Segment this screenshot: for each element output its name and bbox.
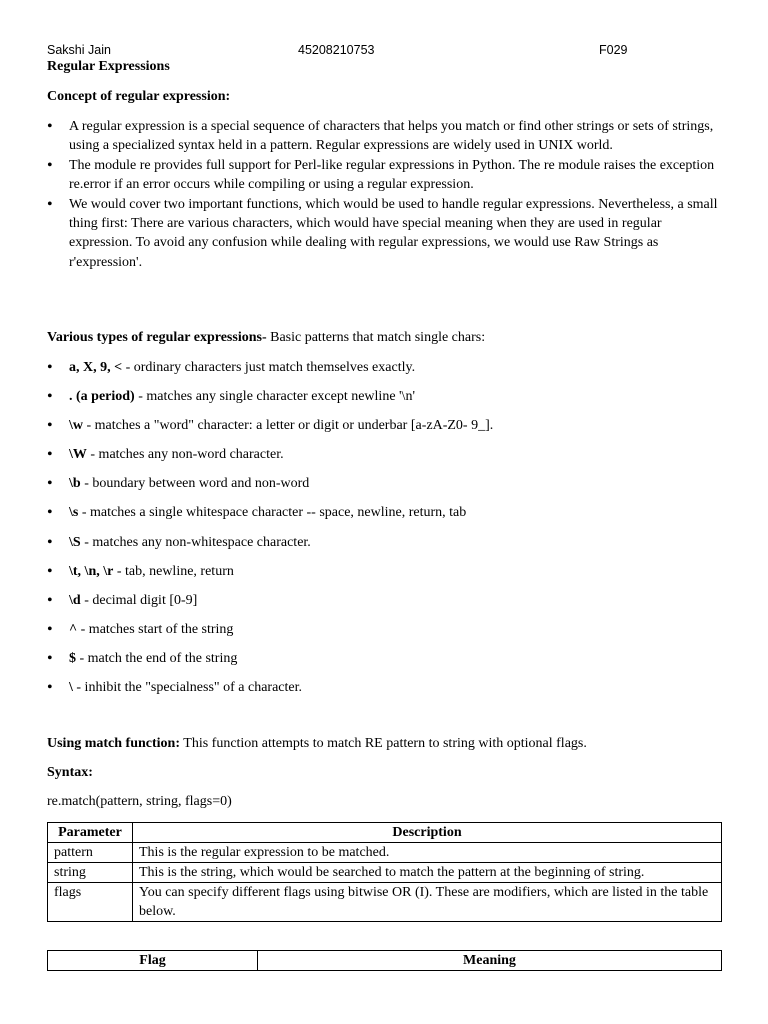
pattern-term: ^: [69, 621, 78, 637]
pattern-term: a, X, 9, <: [69, 360, 123, 375]
pattern-term: \w: [69, 418, 83, 434]
pattern-term: \t, \n, \r: [69, 563, 114, 579]
pattern-desc: - inhibit the "specialness" of a character.: [72, 680, 303, 696]
pattern-term: \b: [69, 476, 81, 492]
pattern-desc: - match the end of the string: [76, 650, 238, 666]
flag-table: [47, 950, 722, 971]
description-cell: This is the string, which would be searched to match the pattern at the beginning of string.: [133, 863, 722, 883]
pattern-term: \d: [69, 592, 81, 608]
types-list: [47, 358, 727, 707]
list-item: [47, 474, 727, 503]
list-item: [47, 649, 727, 678]
concept-heading: Concept of regular expression:: [47, 89, 231, 104]
list-item: [47, 445, 727, 474]
syntax-code: re.match(pattern, string, flags=0): [47, 794, 232, 809]
match-heading-line: [47, 736, 587, 752]
table-row: [48, 863, 722, 883]
table-header-row: [48, 823, 722, 843]
pattern-desc: - tab, newline, return: [113, 563, 234, 579]
pattern-term: \s: [69, 505, 79, 521]
parameter-cell: pattern: [48, 843, 133, 863]
list-item: • The module re provides full support for Perl-like regular expressions in Python. The re module raises the exception re.error if an error occurs while compiling or using a regular expression.: [47, 156, 727, 195]
pattern-desc: - matches any single character except newline '\n': [134, 389, 415, 405]
pattern-desc: - boundary between word and non-word: [80, 476, 310, 492]
pattern-term: \S: [69, 534, 81, 550]
column-header-meaning: Meaning: [258, 951, 722, 971]
list-item: • A regular expression is a special sequence of characters that helps you match or find other strings or sets of strings, using a specialized syntax held in a pattern. Regular expressions are widely used in UNIX world.: [47, 117, 727, 156]
pattern-term: \: [69, 680, 73, 696]
pattern-desc: - matches start of the string: [77, 621, 234, 637]
description-cell: This is the regular expression to be matched.: [133, 843, 722, 863]
match-heading: Using match function:: [47, 736, 181, 751]
list-item: [47, 358, 727, 387]
column-header-parameter: Parameter: [48, 823, 133, 843]
types-intro: Basic patterns that match single chars:: [266, 330, 486, 345]
list-item: • We would cover two important functions, which would be used to handle regular expressions. Nevertheless, a small thing first: There are various characters, which would have special meaning when they are used in regular expression. To avoid any confusion while dealing with regular expressions, we would use Raw Strings as r'expression'.: [47, 195, 727, 273]
pattern-term: . (a period): [69, 389, 135, 405]
list-item: [47, 416, 727, 445]
pattern-term: $: [69, 650, 76, 666]
pattern-desc: - decimal digit [0-9]: [80, 592, 198, 608]
page-title: Regular Expressions: [47, 59, 170, 74]
list-item: [47, 591, 727, 620]
description-cell: You can specify different flags using bitwise OR (I). These are modifiers, which are listed in the table below.: [133, 883, 722, 922]
pattern-desc: - matches a "word" character: a letter or digit or underbar [a-zA-Z0- 9_].: [83, 418, 494, 434]
concept-list: [47, 117, 727, 272]
list-item: [47, 620, 727, 649]
list-item: [47, 533, 727, 562]
syntax-label: Syntax:: [47, 765, 93, 780]
list-item: [47, 387, 727, 416]
author-name: Sakshi Jain: [47, 43, 111, 57]
list-item: [47, 678, 727, 707]
parameter-cell: string: [48, 863, 133, 883]
pattern-term: \W: [69, 447, 87, 463]
table-row: [48, 883, 722, 922]
parameter-cell: flags: [48, 883, 133, 922]
table-header-row: [48, 951, 722, 971]
pattern-desc: - matches any non-word character.: [86, 447, 284, 463]
column-header-flag: Flag: [48, 951, 258, 971]
list-item: [47, 503, 727, 532]
list-item: [47, 562, 727, 591]
roll-number: 45208210753: [298, 43, 375, 57]
match-intro: This function attempts to match RE pattern to string with optional flags.: [180, 736, 587, 751]
student-code: F029: [599, 43, 628, 57]
types-heading: Various types of regular expressions-: [47, 330, 267, 345]
column-header-description: Description: [133, 823, 722, 843]
pattern-desc: - matches a single whitespace character -- space, newline, return, tab: [78, 505, 467, 521]
table-row: [48, 843, 722, 863]
pattern-desc: - matches any non-whitespace character.: [80, 534, 311, 550]
parameter-table: [47, 822, 722, 922]
pattern-desc: - ordinary characters just match themselves exactly.: [122, 360, 416, 375]
types-heading-line: [47, 330, 485, 346]
